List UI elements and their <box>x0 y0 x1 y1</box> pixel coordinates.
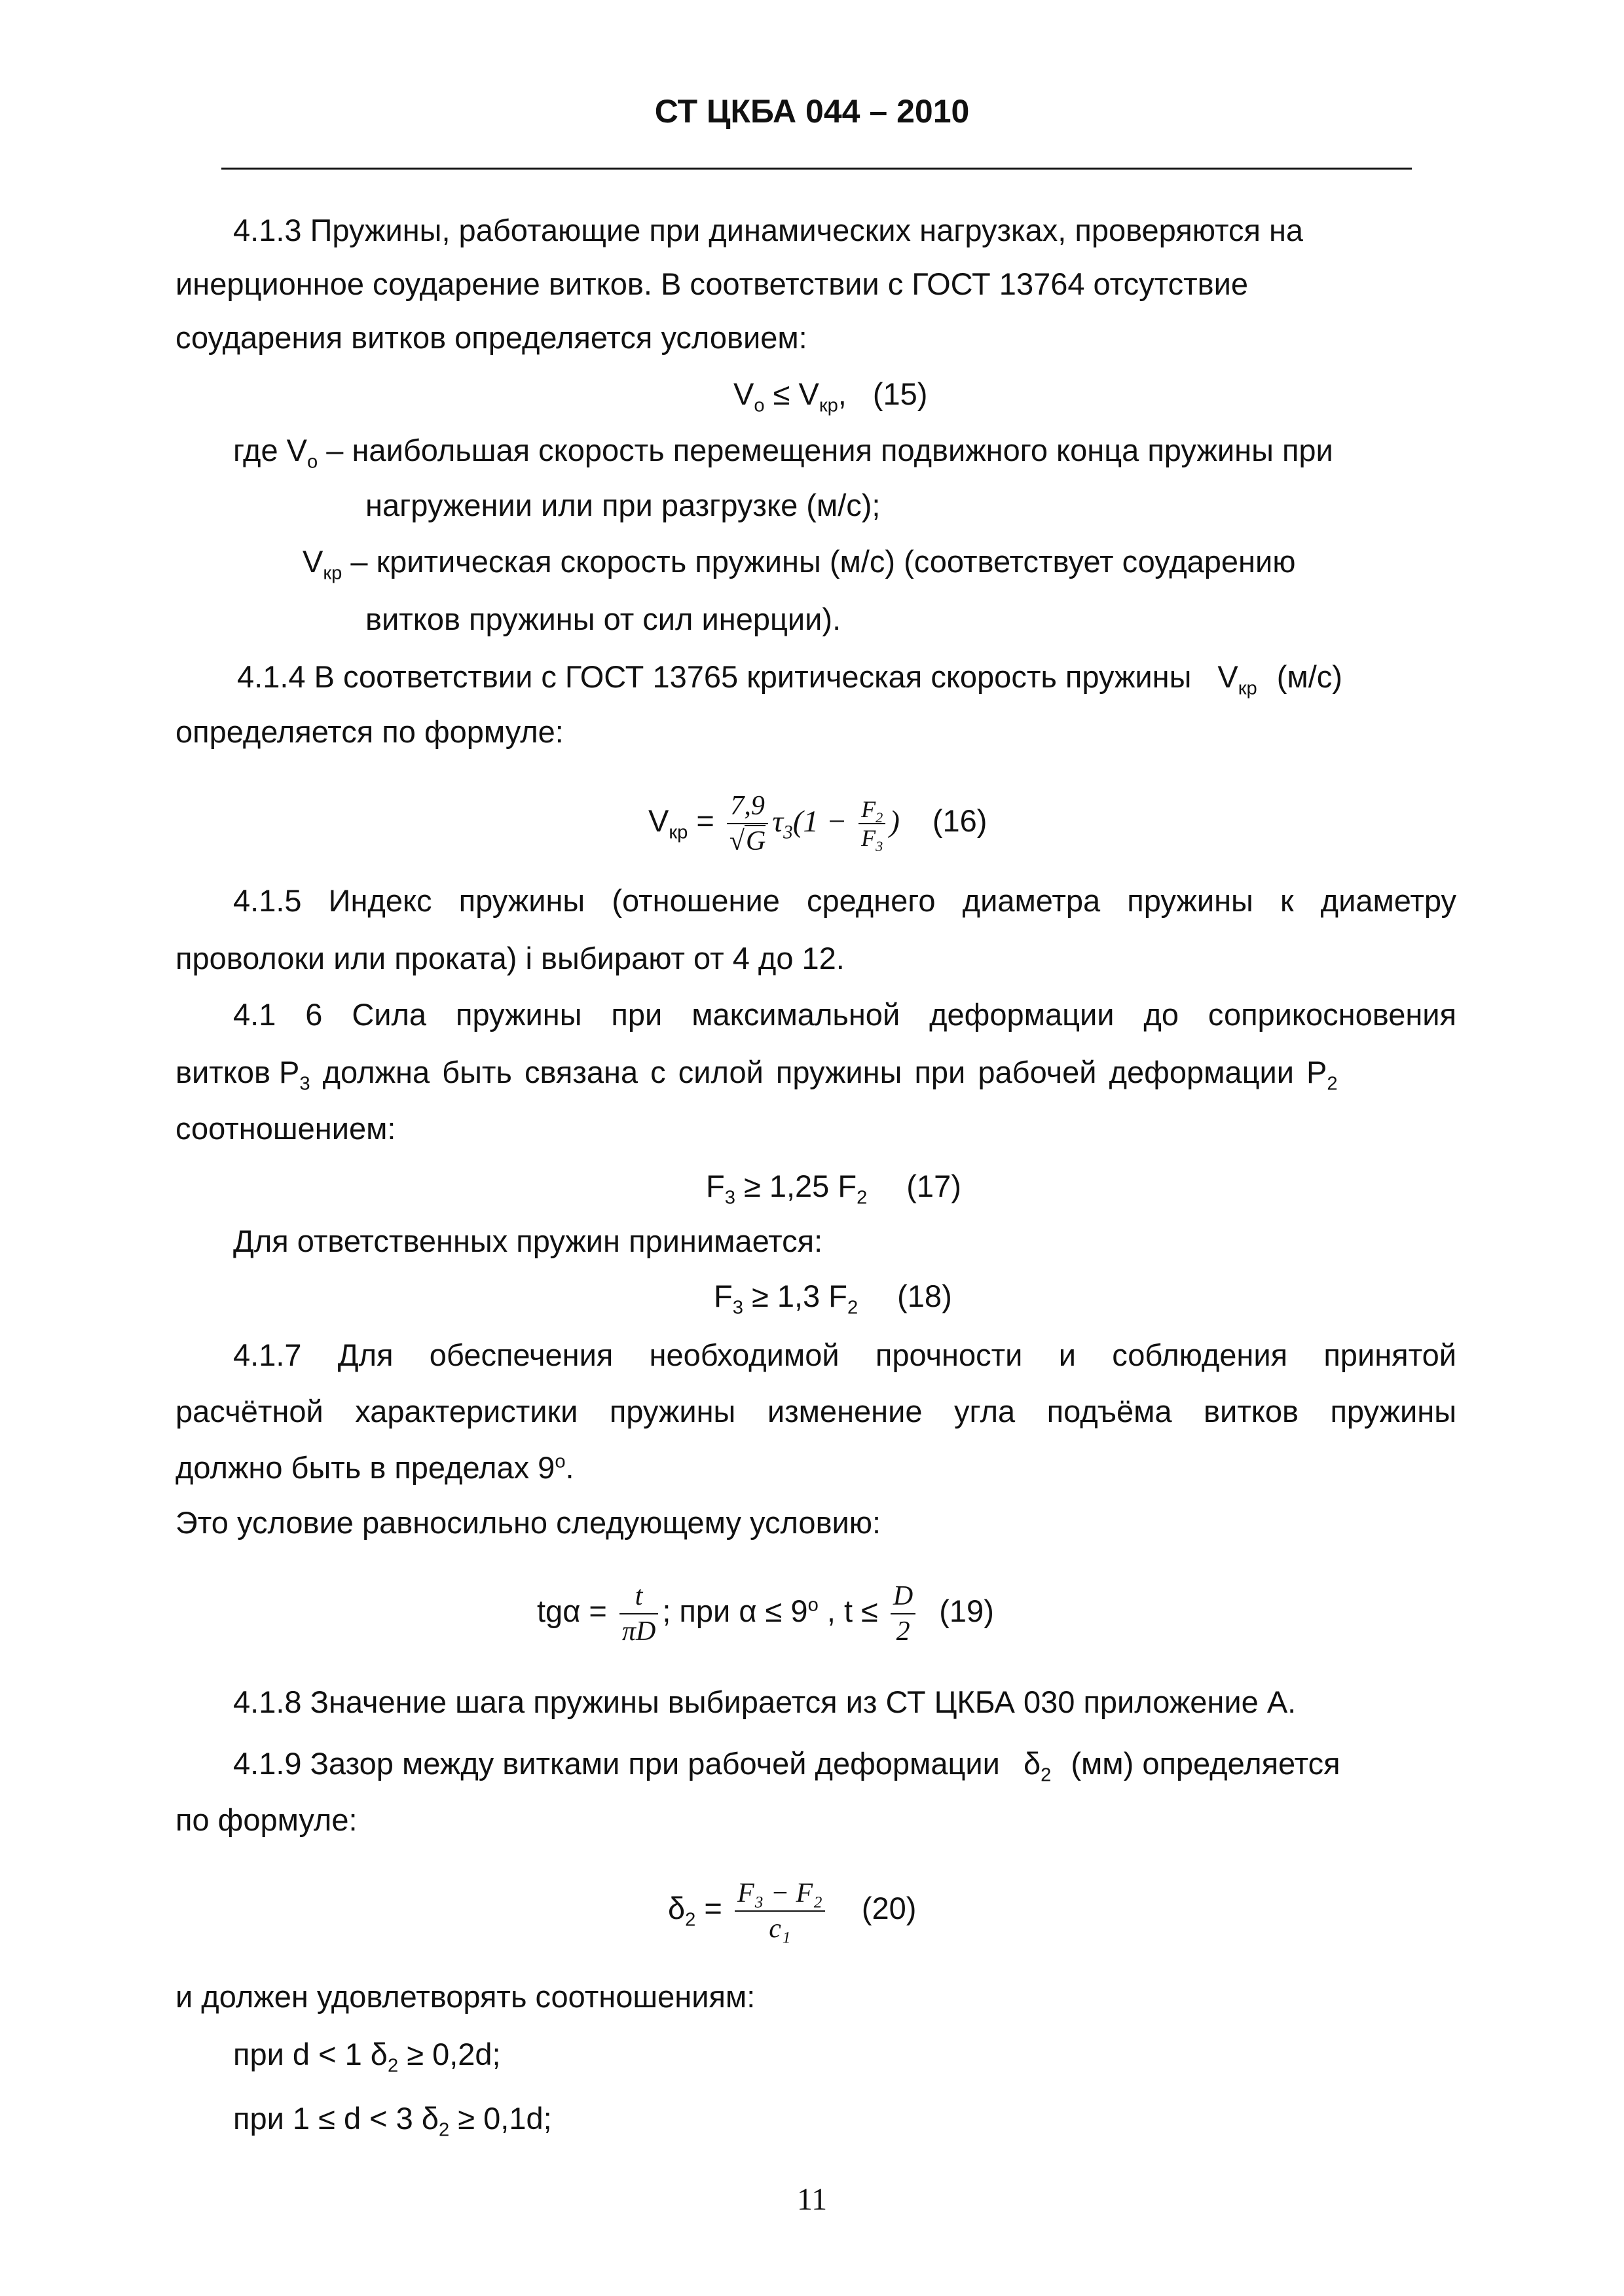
condition-d-1-to-3: при 1 ≤ d < 3 $\delta_2 \ge 0,1d$; <box>233 2101 552 2141</box>
formula-20-label: (20) <box>861 1891 917 1925</box>
formula-15: $V_o \le V_{кр}$, (15) <box>733 376 928 416</box>
formula-19-fraction-d: $\frac{D}{2}$ <box>891 1579 915 1649</box>
header-rule <box>221 168 1412 170</box>
definition-vkr-cont: витков пружины от сил инерции). <box>365 602 841 636</box>
formula-16-ratio: $\frac{F_2}{F_3}$ <box>858 795 885 852</box>
para-4-1-4-line-1: 4.1.4 В соответствии с ГОСТ 13765 критическая скорость пружины $V_{кр}$ (м/с) <box>237 659 1342 699</box>
formula-16-label: (16) <box>932 803 987 838</box>
formula-19: tgα = $\frac{t}{\pi D}$ ; при $\alpha \le 9^o$ , t ≤ $\frac{D}{2}$ (19) <box>537 1569 994 1654</box>
formula-18: $F_3 \ge 1,3$ $F_2$ (18) <box>714 1279 952 1319</box>
equivalent-condition-line: Это условие равносильно следующему условию: <box>175 1505 881 1540</box>
requirements-intro: и должен удовлетворять соотношениям: <box>175 1979 756 2014</box>
formula-15-label: (15) <box>872 376 928 411</box>
para-4-1-7-line-3: должно быть в пределах 9$^o$. <box>175 1450 574 1485</box>
formula-17: $F_3 \ge 1,25$ $F_2$ (17) <box>706 1169 961 1209</box>
formula-18-label: (18) <box>897 1279 952 1313</box>
para-4-1-7-line-2: расчётной характеристики пружины изменение угла подъёма витков пружины <box>175 1394 1456 1429</box>
para-4-1-8: 4.1.8 Значение шага пружины выбирается из СТ ЦКБА 030 приложение А. <box>233 1685 1297 1719</box>
responsible-springs-line: Для ответственных пружин принимается: <box>233 1224 823 1258</box>
para-4-1-3-line-1: 4.1.3 Пружины, работающие при динамических нагрузках, проверяются на <box>233 213 1304 247</box>
formula-16: $V_{кр}$ = $\frac{7,9}{√G}$ $\tau_3(1$ − $\frac{F_2}{F_3}$ ) (16) <box>648 775 987 867</box>
definition-v0-cont: нагружении или при разгрузке (м/с); <box>365 488 881 522</box>
para-4-1-4-line-2: определяется по формуле: <box>175 714 564 749</box>
para-4-1-5-line-2: проволоки или проката) i выбирают от 4 до 12. <box>175 941 845 975</box>
para-4-1-3-line-3: соударения витков определяется условием: <box>175 320 807 355</box>
formula-16-fraction: $\frac{7,9}{√G}$ <box>727 789 768 858</box>
page-number: 11 <box>796 2182 828 2217</box>
para-4-1-9-line-1: 4.1.9 Зазор между витками при рабочей деформации $\delta_2$ (мм) определяется <box>233 1746 1340 1786</box>
para-4-1-9-line-2: по формуле: <box>175 1802 358 1837</box>
para-4-1-6-line-1: 4.1 6 Сила пружины при максимальной деформации до соприкосновения <box>233 997 1456 1032</box>
definition-vkr: $V_{кр}$ – критическая скорость пружины (м/с) (соответствует соударению <box>303 544 1296 584</box>
para-4-1-5-line-1: 4.1.5 Индекс пружины (отношение среднего диаметра пружины к диаметру <box>233 883 1456 918</box>
formula-20: $\delta_2$ = $\frac{\text{F₃ − F₂}}{\text{c₁}}$ (20) <box>668 1866 916 1951</box>
para-4-1-3-line-2: инерционное соударение витков. В соответствии с ГОСТ 13764 отсутствие <box>175 266 1249 301</box>
para-4-1-7-line-1: 4.1.7 Для обеспечения необходимой прочности и соблюдения принятой <box>233 1338 1456 1372</box>
document-header: СТ ЦКБА 044 – 2010 <box>654 93 970 130</box>
para-4-1-6-line-3: соотношением: <box>175 1111 396 1146</box>
formula-19-label: (19) <box>939 1594 994 1628</box>
definition-v0: где $V_o$ – наибольшая скорость перемещения подвижного конца пружины при <box>233 433 1333 473</box>
condition-d-less-1: при d < 1 $\delta_2 \ge 0,2d$; <box>233 2037 501 2077</box>
formula-20-fraction: $\frac{\text{F₃ − F₂}}{\text{c₁}}$ <box>735 1876 825 1946</box>
para-4-1-6-line-2: витков $Р_3$ должна быть связана с силой пружины при рабочей деформации $Р_2$ <box>175 1055 1338 1095</box>
formula-19-fraction-t: $\frac{t}{\pi D}$ <box>619 1579 658 1649</box>
formula-17-label: (17) <box>906 1169 961 1203</box>
